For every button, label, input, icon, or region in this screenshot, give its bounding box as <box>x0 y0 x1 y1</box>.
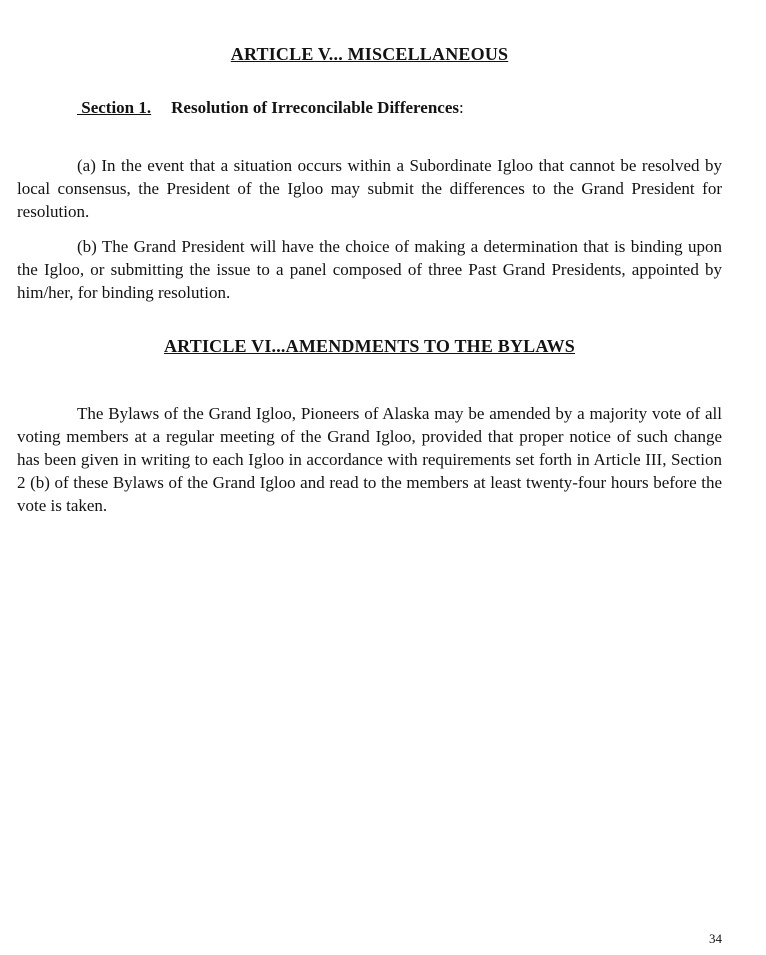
article-v-heading-text: ARTICLE V... MISCELLANEOUS <box>230 44 509 64</box>
section-1-label: Section 1. <box>77 98 152 117</box>
section-1-title: Resolution of Irreconcilable Differences <box>171 98 459 117</box>
article-vi-paragraph: The Bylaws of the Grand Igloo, Pioneers of Alaska may be amended by a majority vote of all voting members at a regular meeting of the Grand Igloo, provided that proper notice of such change has been given in writing to each Igloo in accordance with requirements set forth in Article III, Section 2 (b) of these Bylaws of the Grand Igloo and read to the members at least twenty-four hours before the vote is taken. <box>17 404 722 515</box>
paragraph-a: (a) In the event that a situation occurs within a Subordinate Igloo that cannot be resolved by local consensus, the President of the Igloo may submit the differences to the Grand President for resolution. <box>17 156 722 221</box>
page-number: 34 <box>709 931 722 946</box>
section-1-colon: : <box>458 98 464 117</box>
section-1-heading <box>77 97 722 119</box>
article-v-heading <box>17 44 722 64</box>
article-vi-heading <box>17 336 722 356</box>
paragraph-b: (b) The Grand President will have the choice of making a determination that is binding upon the Igloo, or submitting the issue to a panel composed of three Past Grand Presidents, appointed by him/her, for binding resolution. <box>17 237 722 302</box>
article-vi-heading-text: ARTICLE VI...AMENDMENTS TO THE BYLAWS <box>163 336 576 356</box>
